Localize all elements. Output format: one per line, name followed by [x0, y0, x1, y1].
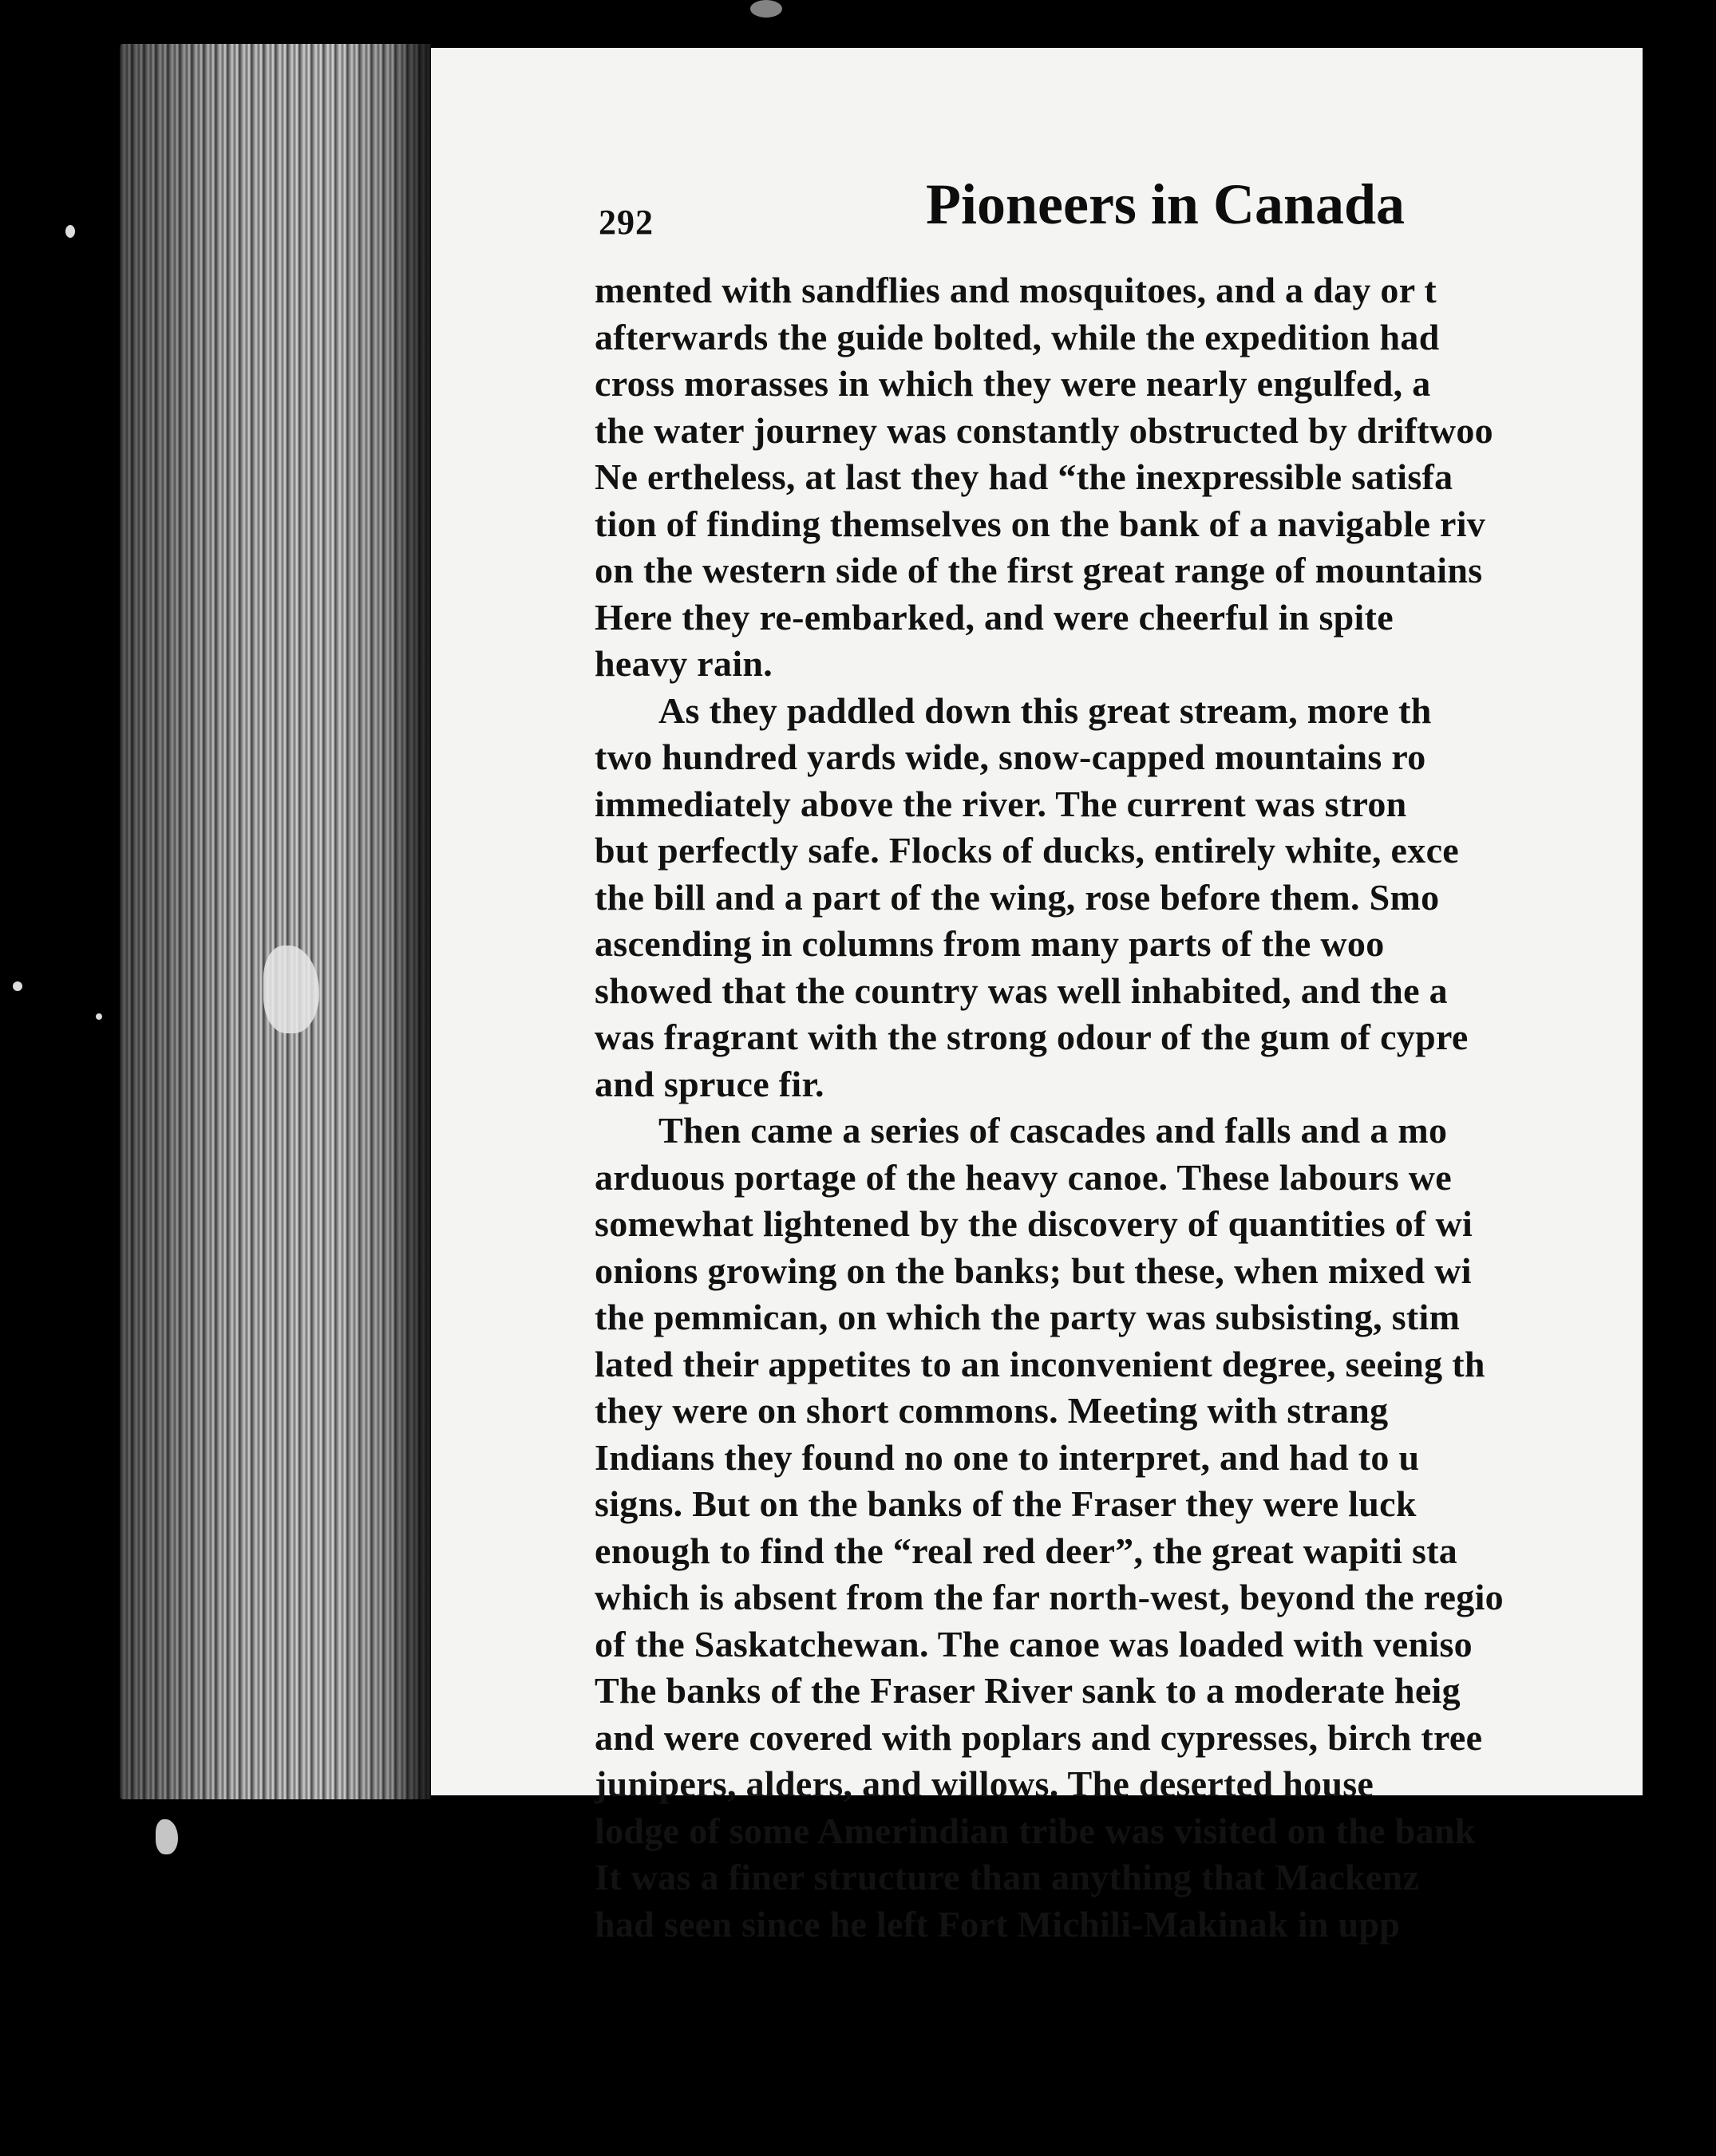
running-title: Pioneers in Canada	[926, 172, 1406, 236]
page-edge-blotch	[156, 1819, 178, 1854]
text-line: lated their appetites to an inconvenient degree, seeing th	[595, 1343, 1485, 1384]
text-line: Ne ertheless, at last they had “the inexpressible satisfa	[595, 456, 1453, 497]
text-line: of the Saskatchewan. The canoe was loaded with veniso	[595, 1623, 1473, 1664]
text-line: arduous portage of the heavy canoe. These labours we	[595, 1156, 1453, 1198]
text-line: afterwards the guide bolted, while the expedition had	[595, 316, 1440, 357]
text-line: the water journey was constantly obstructed by driftwoo	[595, 409, 1493, 451]
text-line: and spruce fir.	[595, 1063, 824, 1104]
text-line: It was a finer structure than anything that Mackenz	[595, 1857, 1420, 1897]
text-line: the bill and a part of the wing, rose before them. Smo	[595, 876, 1440, 918]
text-line: lodge of some Amerindian tribe was visited on the bank	[595, 1810, 1476, 1851]
book-page-edges	[120, 44, 431, 1799]
text-line: heavy rain.	[595, 643, 773, 684]
dust-speck	[96, 1013, 102, 1020]
page-header	[599, 172, 1716, 251]
text-line: they were on short commons. Meeting with strang	[595, 1390, 1389, 1431]
text-line: was fragrant with the strong odour of the gum of cypre	[595, 1017, 1469, 1057]
dust-speck	[65, 225, 75, 238]
text-line: enough to find the “real red deer”, the great wapiti sta	[595, 1530, 1458, 1571]
text-line: and were covered with poplars and cypresses, birch tree	[595, 1716, 1483, 1758]
text-line: the pemmican, on which the party was subsisting, stim	[595, 1297, 1461, 1337]
text-line: but perfectly safe. Flocks of ducks, entirely white, exce	[595, 830, 1460, 871]
text-line: showed that the country was well inhabited, and the a	[595, 969, 1448, 1011]
text-line: somewhat lightened by the discovery of quantities of wi	[595, 1203, 1473, 1244]
book-page	[431, 48, 1643, 1945]
text-line: junipers, alders, and willows. The deserted house	[595, 1763, 1374, 1804]
text-line: Here they re-embarked, and were cheerful in spite	[595, 596, 1394, 638]
scan-artifact	[750, 0, 782, 18]
page-number: 292	[599, 203, 654, 242]
text-line: Indians they found no one to interpret, and had to u	[595, 1436, 1420, 1478]
text-line: which is absent from the far north-west, beyond the regio	[595, 1577, 1504, 1617]
paragraph-first-line: Then came a series of cascades and falls and a mo	[658, 1110, 1448, 1151]
text-line: mented with sandflies and mosquitoes, and a day or t	[595, 270, 1437, 310]
paragraph-first-line: As they paddled down this great stream, more th	[658, 689, 1432, 731]
text-line: onions growing on the banks; but these, when mixed wi	[595, 1250, 1472, 1291]
text-line: signs. But on the banks of the Fraser they were luck	[595, 1483, 1417, 1524]
gutter-shadow	[391, 44, 431, 1799]
text-line: tion of finding themselves on the bank of a navigable riv	[595, 503, 1486, 544]
text-line: two hundred yards wide, snow-capped mountains ro	[595, 736, 1426, 777]
text-line: on the western side of the first great range of mountains	[595, 550, 1483, 590]
text-line: ascending in columns from many parts of the woo	[595, 923, 1385, 964]
text-line: The banks of the Fraser River sank to a moderate heig	[595, 1670, 1461, 1711]
dust-speck	[13, 981, 22, 991]
text-line: cross morasses in which they were nearly engulfed, a	[595, 363, 1431, 404]
body-text	[595, 267, 1712, 1948]
text-line: immediately above the river. The current was stron	[595, 783, 1407, 824]
text-line: had seen since he left Fort Michili-Makinak in upp	[595, 1903, 1401, 1945]
